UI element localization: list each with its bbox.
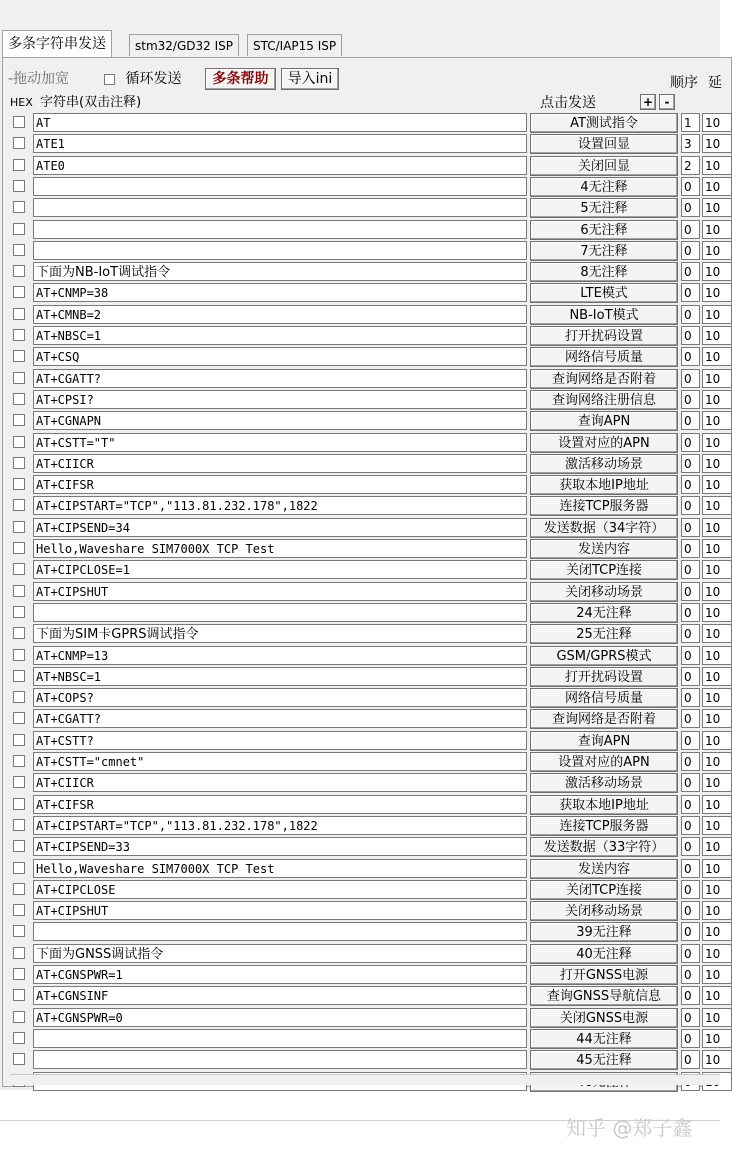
send-button[interactable]: 44无注释 bbox=[530, 1029, 678, 1049]
table-row bbox=[0, 176, 720, 197]
send-button[interactable]: 查询网络是否附着 bbox=[530, 709, 678, 729]
table-row bbox=[0, 772, 720, 793]
order-input[interactable]: 0 bbox=[681, 1050, 700, 1069]
send-button[interactable]: 连接TCP服务器 bbox=[530, 816, 678, 836]
send-button[interactable]: 39无注释 bbox=[530, 922, 678, 942]
command-string-input[interactable]: ATE0 bbox=[33, 156, 527, 175]
order-input[interactable]: 0 bbox=[681, 816, 700, 835]
table-row bbox=[0, 495, 720, 516]
command-string-input[interactable]: 下面为NB-IoT调试指令 bbox=[33, 262, 527, 281]
command-string-input[interactable]: AT+NBSC=1 bbox=[33, 667, 527, 686]
delay-input[interactable]: 10 bbox=[702, 283, 732, 302]
table-row bbox=[0, 921, 720, 942]
hex-checkbox[interactable] bbox=[13, 478, 25, 490]
send-button[interactable]: 关闭移动场景 bbox=[530, 582, 678, 602]
send-button[interactable]: 打开扰码设置 bbox=[530, 667, 678, 687]
delay-input[interactable]: 10 bbox=[702, 198, 732, 217]
order-input[interactable]: 0 bbox=[681, 1029, 700, 1048]
table-row bbox=[0, 794, 720, 815]
table-row bbox=[0, 581, 720, 602]
order-input[interactable]: 0 bbox=[681, 859, 700, 878]
table-row bbox=[0, 389, 720, 410]
delay-input[interactable]: 10 bbox=[702, 454, 732, 473]
order-input[interactable]: 0 bbox=[681, 220, 700, 239]
send-button[interactable]: 网络信号质量 bbox=[530, 688, 678, 708]
send-button[interactable]: 发送数据（34字符） bbox=[530, 518, 678, 538]
delay-input[interactable]: 10 bbox=[702, 539, 732, 558]
import-ini-button[interactable]: 导入ini bbox=[281, 68, 339, 90]
hex-checkbox[interactable] bbox=[13, 585, 25, 597]
hex-checkbox[interactable] bbox=[13, 393, 25, 405]
delay-input[interactable]: 10 bbox=[702, 475, 732, 494]
table-row bbox=[0, 474, 720, 495]
send-button[interactable]: 查询网络注册信息 bbox=[530, 390, 678, 410]
command-string-input[interactable]: AT+CIPSHUT bbox=[33, 582, 527, 601]
command-string-input[interactable]: AT+NBSC=1 bbox=[33, 326, 527, 345]
order-input[interactable]: 0 bbox=[681, 901, 700, 920]
delay-input[interactable]: 10 bbox=[702, 241, 732, 260]
order-input[interactable]: 0 bbox=[681, 454, 700, 473]
order-input[interactable]: 0 bbox=[681, 603, 700, 622]
table-row bbox=[0, 964, 720, 985]
delay-input[interactable]: 10 bbox=[702, 220, 732, 239]
send-button[interactable]: 6无注释 bbox=[530, 220, 678, 240]
hex-checkbox[interactable] bbox=[13, 180, 25, 192]
order-input[interactable]: 0 bbox=[681, 433, 700, 452]
delay-input[interactable]: 10 bbox=[702, 496, 732, 515]
command-string-input[interactable] bbox=[33, 220, 527, 239]
tab-strip bbox=[0, 30, 720, 58]
send-button[interactable]: 关闭TCP连接 bbox=[530, 880, 678, 900]
table-row bbox=[0, 325, 720, 346]
hex-checkbox[interactable] bbox=[13, 414, 25, 426]
table-row bbox=[0, 346, 720, 367]
order-input[interactable]: 0 bbox=[681, 369, 700, 388]
order-input[interactable]: 0 bbox=[681, 688, 700, 707]
delay-input[interactable]: 10 bbox=[702, 837, 732, 856]
delay-input[interactable]: 10 bbox=[702, 1050, 732, 1069]
table-row bbox=[0, 645, 720, 666]
command-string-input[interactable] bbox=[33, 241, 527, 260]
table-row bbox=[0, 708, 720, 729]
hex-checkbox[interactable] bbox=[13, 1032, 25, 1044]
send-button[interactable]: 关闭TCP连接 bbox=[530, 560, 678, 580]
delay-input[interactable]: 10 bbox=[702, 816, 732, 835]
delay-input[interactable]: 10 bbox=[702, 177, 732, 196]
command-string-input[interactable]: AT+CIPCLOSE bbox=[33, 880, 527, 899]
send-button[interactable]: AT测试指令 bbox=[530, 113, 678, 133]
delay-input[interactable]: 10 bbox=[702, 582, 732, 601]
command-string-input[interactable]: AT+CNMP=13 bbox=[33, 646, 527, 665]
delay-input[interactable]: 10 bbox=[702, 369, 732, 388]
table-row bbox=[0, 1028, 720, 1049]
hex-checkbox[interactable] bbox=[13, 989, 25, 1001]
command-string-input[interactable]: AT+CIPCLOSE=1 bbox=[33, 560, 527, 579]
send-button[interactable]: 设置对应的APN bbox=[530, 752, 678, 772]
command-string-input[interactable]: AT+CSQ bbox=[33, 347, 527, 366]
hex-checkbox[interactable] bbox=[13, 308, 25, 320]
send-button[interactable]: 7无注释 bbox=[530, 241, 678, 261]
order-input[interactable]: 0 bbox=[681, 347, 700, 366]
send-button[interactable]: 发送内容 bbox=[530, 539, 678, 559]
drag-widen-handle[interactable]: -拖动加宽 bbox=[8, 71, 70, 87]
command-string-input[interactable] bbox=[33, 1029, 527, 1048]
send-button[interactable]: 查询APN bbox=[530, 731, 678, 751]
watermark: 知乎 @郑子鑫 bbox=[566, 1116, 693, 1140]
command-string-input[interactable]: AT+CNMP=38 bbox=[33, 283, 527, 302]
command-string-input[interactable] bbox=[33, 922, 527, 941]
order-input[interactable]: 0 bbox=[681, 837, 700, 856]
hex-checkbox[interactable] bbox=[13, 372, 25, 384]
send-button[interactable]: 发送数据（33字符） bbox=[530, 837, 678, 857]
hex-checkbox[interactable] bbox=[13, 649, 25, 661]
hex-checkbox[interactable] bbox=[13, 350, 25, 362]
table-row bbox=[0, 943, 720, 964]
delay-input[interactable]: 10 bbox=[702, 518, 732, 537]
hex-checkbox[interactable] bbox=[13, 244, 25, 256]
hex-checkbox[interactable] bbox=[13, 883, 25, 895]
table-row bbox=[0, 730, 720, 751]
table-row bbox=[0, 368, 720, 389]
tab-stm32-isp[interactable]: stm32/GD32 ISP bbox=[129, 34, 239, 56]
command-string-input[interactable]: AT+CGATT? bbox=[33, 369, 527, 388]
hex-checkbox[interactable] bbox=[13, 925, 25, 937]
order-input[interactable]: 0 bbox=[681, 1008, 700, 1027]
send-button[interactable]: 4无注释 bbox=[530, 177, 678, 197]
delay-input[interactable]: 10 bbox=[702, 390, 732, 409]
order-input[interactable]: 0 bbox=[681, 411, 700, 430]
command-string-input[interactable]: AT+CPSI? bbox=[33, 390, 527, 409]
delay-input[interactable]: 10 bbox=[702, 624, 732, 643]
send-button[interactable]: 设置回显 bbox=[530, 134, 678, 154]
command-string-input[interactable]: AT+CIPSHUT bbox=[33, 901, 527, 920]
command-string-input[interactable]: AT+CIPSTART="TCP","113.81.232.178",1822 bbox=[33, 816, 527, 835]
table-row bbox=[0, 1007, 720, 1028]
delay-input[interactable]: 10 bbox=[702, 262, 732, 281]
table-row bbox=[0, 815, 720, 836]
order-input[interactable]: 0 bbox=[681, 965, 700, 984]
send-button[interactable]: 8无注释 bbox=[530, 262, 678, 282]
hex-checkbox[interactable] bbox=[13, 159, 25, 171]
multi-help-button[interactable]: 多条帮助 bbox=[205, 68, 276, 90]
order-input[interactable]: 0 bbox=[681, 241, 700, 260]
order-input[interactable]: 0 bbox=[681, 283, 700, 302]
table-row bbox=[0, 197, 720, 218]
table-row bbox=[0, 559, 720, 580]
toolbar bbox=[8, 68, 720, 90]
send-button[interactable]: 打开扰码设置 bbox=[530, 326, 678, 346]
delay-input[interactable]: 10 bbox=[702, 965, 732, 984]
loop-send-checkbox[interactable] bbox=[104, 74, 115, 85]
string-list bbox=[0, 112, 720, 1080]
command-string-input[interactable]: AT+CIFSR bbox=[33, 795, 527, 814]
command-string-input[interactable]: AT+CIPSEND=33 bbox=[33, 837, 527, 856]
delay-input[interactable]: 10 bbox=[702, 880, 732, 899]
delay-input[interactable]: 10 bbox=[702, 731, 732, 750]
delay-input[interactable]: 10 bbox=[702, 411, 732, 430]
hex-checkbox[interactable] bbox=[13, 776, 25, 788]
command-string-input[interactable] bbox=[33, 1050, 527, 1069]
hex-checkbox[interactable] bbox=[13, 201, 25, 213]
command-string-input[interactable]: AT+CIFSR bbox=[33, 475, 527, 494]
delay-input[interactable]: 10 bbox=[702, 156, 732, 175]
order-input[interactable]: 0 bbox=[681, 198, 700, 217]
table-row bbox=[0, 602, 720, 623]
table-row bbox=[0, 687, 720, 708]
command-string-input[interactable]: AT+CIPSTART="TCP","113.81.232.178",1822 bbox=[33, 496, 527, 515]
send-button[interactable]: 关闭回显 bbox=[530, 156, 678, 176]
order-input[interactable]: 0 bbox=[681, 986, 700, 1005]
order-input[interactable]: 0 bbox=[681, 667, 700, 686]
hex-checkbox[interactable] bbox=[13, 1053, 25, 1065]
send-button[interactable]: 25无注释 bbox=[530, 624, 678, 644]
order-input[interactable]: 0 bbox=[681, 880, 700, 899]
order-input[interactable]: 0 bbox=[681, 560, 700, 579]
table-row bbox=[0, 304, 720, 325]
delay-input[interactable]: 10 bbox=[702, 859, 732, 878]
order-input[interactable]: 0 bbox=[681, 177, 700, 196]
hex-checkbox[interactable] bbox=[13, 563, 25, 575]
table-row bbox=[0, 517, 720, 538]
hex-checkbox[interactable] bbox=[13, 712, 25, 724]
order-input[interactable]: 1 bbox=[681, 113, 700, 132]
send-button[interactable]: 打开GNSS电源 bbox=[530, 965, 678, 985]
table-row bbox=[0, 155, 720, 176]
send-button[interactable]: 网络信号质量 bbox=[530, 347, 678, 367]
hex-checkbox[interactable] bbox=[13, 627, 25, 639]
click-send-header: 点击发送 bbox=[540, 95, 596, 111]
hex-checkbox[interactable] bbox=[13, 862, 25, 874]
send-button[interactable]: 查询APN bbox=[530, 411, 678, 431]
order-input[interactable]: 0 bbox=[681, 305, 700, 324]
command-string-input[interactable] bbox=[33, 177, 527, 196]
hex-checkbox[interactable] bbox=[13, 606, 25, 618]
delay-input[interactable]: 10 bbox=[702, 944, 732, 963]
hex-checkbox[interactable] bbox=[13, 137, 25, 149]
table-row bbox=[0, 219, 720, 240]
command-string-input[interactable]: AT+CGATT? bbox=[33, 709, 527, 728]
horizontal-scrollbar[interactable] bbox=[10, 1074, 720, 1085]
command-string-input[interactable]: AT+CGNSPWR=1 bbox=[33, 965, 527, 984]
order-input[interactable]: 0 bbox=[681, 262, 700, 281]
command-string-input[interactable]: AT+CIICR bbox=[33, 454, 527, 473]
order-input[interactable]: 0 bbox=[681, 646, 700, 665]
delay-input[interactable]: 10 bbox=[702, 667, 732, 686]
table-row bbox=[0, 453, 720, 474]
order-input[interactable]: 3 bbox=[681, 134, 700, 153]
command-string-input[interactable]: AT+CSTT="cmnet" bbox=[33, 752, 527, 771]
delay-input[interactable]: 10 bbox=[702, 795, 732, 814]
hex-checkbox[interactable] bbox=[13, 542, 25, 554]
send-button[interactable]: 设置对应的APN bbox=[530, 433, 678, 453]
command-string-input[interactable]: AT+COPS? bbox=[33, 688, 527, 707]
delay-input[interactable]: 10 bbox=[702, 347, 732, 366]
send-button[interactable]: 40无注释 bbox=[530, 944, 678, 964]
delay-input[interactable]: 10 bbox=[702, 326, 732, 345]
delay-input[interactable]: 10 bbox=[702, 113, 732, 132]
string-column-header: 字符串(双击注释) bbox=[40, 95, 142, 110]
order-input[interactable]: 0 bbox=[681, 582, 700, 601]
hex-checkbox[interactable] bbox=[13, 521, 25, 533]
hex-checkbox[interactable] bbox=[13, 223, 25, 235]
table-row bbox=[0, 879, 720, 900]
send-button[interactable]: 获取本地IP地址 bbox=[530, 795, 678, 815]
loop-send-label: 循环发送 bbox=[125, 71, 182, 87]
order-input[interactable]: 0 bbox=[681, 518, 700, 537]
command-string-input[interactable]: AT+CGNAPN bbox=[33, 411, 527, 430]
order-input[interactable]: 0 bbox=[681, 795, 700, 814]
hex-checkbox[interactable] bbox=[13, 329, 25, 341]
delay-input[interactable]: 10 bbox=[702, 603, 732, 622]
table-row bbox=[0, 432, 720, 453]
table-row bbox=[0, 1049, 720, 1070]
hex-checkbox[interactable] bbox=[13, 904, 25, 916]
remove-row-button[interactable]: - bbox=[659, 94, 675, 110]
hex-checkbox[interactable] bbox=[13, 755, 25, 767]
order-input[interactable]: 0 bbox=[681, 496, 700, 515]
hex-checkbox[interactable] bbox=[13, 819, 25, 831]
table-row bbox=[0, 261, 720, 282]
hex-checkbox[interactable] bbox=[13, 436, 25, 448]
delay-input[interactable]: 10 bbox=[702, 1029, 732, 1048]
tab-multi-string-send[interactable]: 多条字符串发送 bbox=[2, 30, 112, 57]
table-row bbox=[0, 282, 720, 303]
command-string-input[interactable]: AT+CMNB=2 bbox=[33, 305, 527, 324]
order-input[interactable]: 0 bbox=[681, 475, 700, 494]
order-input[interactable]: 0 bbox=[681, 326, 700, 345]
send-button[interactable]: LTE模式 bbox=[530, 283, 678, 303]
order-input[interactable]: 0 bbox=[681, 731, 700, 750]
table-row bbox=[0, 112, 720, 133]
table-row bbox=[0, 985, 720, 1006]
delay-input[interactable]: 10 bbox=[702, 709, 732, 728]
delay-input[interactable]: 10 bbox=[702, 752, 732, 771]
command-string-input[interactable]: AT+CSTT? bbox=[33, 731, 527, 750]
order-input[interactable]: 0 bbox=[681, 944, 700, 963]
order-input[interactable]: 0 bbox=[681, 624, 700, 643]
hex-checkbox[interactable] bbox=[13, 968, 25, 980]
order-input[interactable]: 0 bbox=[681, 752, 700, 771]
send-button[interactable]: NB-IoT模式 bbox=[530, 305, 678, 325]
send-button[interactable]: 5无注释 bbox=[530, 198, 678, 218]
table-row bbox=[0, 751, 720, 772]
command-string-input[interactable]: AT+CGNSPWR=0 bbox=[33, 1008, 527, 1027]
delay-input[interactable]: 10 bbox=[702, 922, 732, 941]
order-input[interactable]: 0 bbox=[681, 390, 700, 409]
hex-checkbox[interactable] bbox=[13, 499, 25, 511]
command-string-input[interactable]: Hello,Waveshare SIM7000X TCP Test bbox=[33, 539, 527, 558]
add-row-button[interactable]: + bbox=[640, 94, 656, 110]
delay-column-label: 延 bbox=[708, 75, 722, 91]
hex-checkbox[interactable] bbox=[13, 457, 25, 469]
hex-checkbox[interactable] bbox=[13, 286, 25, 298]
command-string-input[interactable]: ATE1 bbox=[33, 134, 527, 153]
delay-input[interactable]: 10 bbox=[702, 688, 732, 707]
command-string-input[interactable] bbox=[33, 603, 527, 622]
table-row bbox=[0, 623, 720, 644]
send-button[interactable]: 关闭GNSS电源 bbox=[530, 1008, 678, 1028]
table-row bbox=[0, 133, 720, 154]
loop-send-option[interactable] bbox=[104, 68, 181, 90]
order-column-label: 顺序 bbox=[670, 75, 698, 91]
delay-input[interactable]: 10 bbox=[702, 986, 732, 1005]
command-string-input[interactable] bbox=[33, 198, 527, 217]
hex-column-header: HEX bbox=[10, 96, 33, 109]
command-string-input[interactable]: AT+CGNSINF bbox=[33, 986, 527, 1005]
command-string-input[interactable]: 下面为GNSS调试指令 bbox=[33, 944, 527, 963]
hex-checkbox[interactable] bbox=[13, 947, 25, 959]
send-button[interactable]: 45无注释 bbox=[530, 1050, 678, 1070]
command-string-input[interactable]: AT+CIICR bbox=[33, 773, 527, 792]
delay-input[interactable]: 10 bbox=[702, 901, 732, 920]
command-string-input[interactable]: AT+CIPSEND=34 bbox=[33, 518, 527, 537]
hex-checkbox[interactable] bbox=[13, 670, 25, 682]
hex-checkbox[interactable] bbox=[13, 116, 25, 128]
command-string-input[interactable]: 下面为SIM卡GPRS调试指令 bbox=[33, 624, 527, 643]
send-button[interactable]: 连接TCP服务器 bbox=[530, 496, 678, 516]
hex-checkbox[interactable] bbox=[13, 691, 25, 703]
order-input[interactable]: 0 bbox=[681, 922, 700, 941]
delay-input[interactable]: 10 bbox=[702, 433, 732, 452]
order-input[interactable]: 0 bbox=[681, 773, 700, 792]
delay-input[interactable]: 10 bbox=[702, 1008, 732, 1027]
command-string-input[interactable]: Hello,Waveshare SIM7000X TCP Test bbox=[33, 859, 527, 878]
send-button[interactable]: 激活移动场景 bbox=[530, 773, 678, 793]
delay-input[interactable]: 10 bbox=[702, 134, 732, 153]
hex-checkbox[interactable] bbox=[13, 734, 25, 746]
command-string-input[interactable]: AT bbox=[33, 113, 527, 132]
send-button[interactable]: 获取本地IP地址 bbox=[530, 475, 678, 495]
delay-input[interactable]: 10 bbox=[702, 560, 732, 579]
table-row bbox=[0, 836, 720, 857]
send-button[interactable]: 激活移动场景 bbox=[530, 454, 678, 474]
table-row bbox=[0, 666, 720, 687]
hex-checkbox[interactable] bbox=[13, 840, 25, 852]
hex-checkbox[interactable] bbox=[13, 798, 25, 810]
hex-checkbox[interactable] bbox=[13, 1011, 25, 1023]
table-row bbox=[0, 538, 720, 559]
delay-input[interactable]: 10 bbox=[702, 646, 732, 665]
table-row bbox=[0, 410, 720, 431]
order-input[interactable]: 2 bbox=[681, 156, 700, 175]
order-input[interactable]: 0 bbox=[681, 709, 700, 728]
delay-input[interactable]: 10 bbox=[702, 773, 732, 792]
table-row bbox=[0, 240, 720, 261]
send-button[interactable]: 关闭移动场景 bbox=[530, 901, 678, 921]
send-button[interactable]: 24无注释 bbox=[530, 603, 678, 623]
send-button[interactable]: 查询网络是否附着 bbox=[530, 369, 678, 389]
send-button[interactable]: 查询GNSS导航信息 bbox=[530, 986, 678, 1006]
tab-stc-isp[interactable]: STC/IAP15 ISP bbox=[247, 34, 342, 56]
order-input[interactable]: 0 bbox=[681, 539, 700, 558]
send-button[interactable]: 发送内容 bbox=[530, 859, 678, 879]
hex-checkbox[interactable] bbox=[13, 265, 25, 277]
send-button[interactable]: GSM/GPRS模式 bbox=[530, 646, 678, 666]
table-row bbox=[0, 900, 720, 921]
command-string-input[interactable]: AT+CSTT="T" bbox=[33, 433, 527, 452]
table-row bbox=[0, 858, 720, 879]
delay-input[interactable]: 10 bbox=[702, 305, 732, 324]
